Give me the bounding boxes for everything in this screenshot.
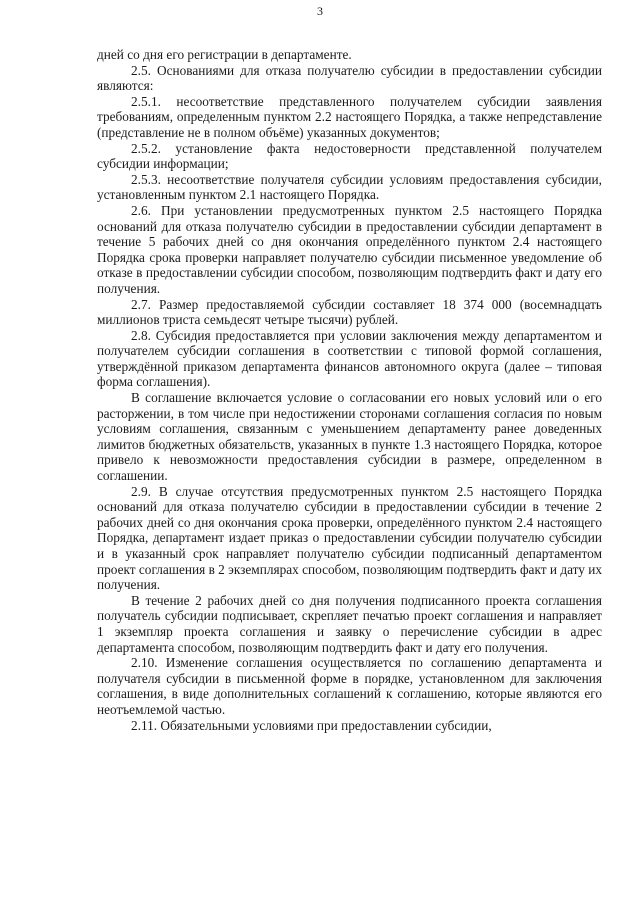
paragraph-2-5-2: 2.5.2. установление факта недостоверности представленной получателем субсидии информации;	[97, 140, 602, 172]
paragraph-2-5-3: 2.5.3. несоответствие получателя субсидии условиям предоставления субсидии, установленным пунктом 2.1 настоящего Порядка.	[97, 171, 602, 203]
paragraph-2-9: 2.9. В случае отсутствия предусмотренных пунктом 2.5 настоящего Порядка оснований для отказа получателю субсидии в предоставлении субсидии в течение 2 рабочих дней со дня окончания срока проверки, определённого пунктом 2.4 настоящего Порядка, департамент издает приказ о предоставлении субсидии получателю субсидии и в указанный срок направляет получателю субсидии подписанный департаментом проект соглашения в 2 экземплярах способом, позволяющим подтвердить факт и дату их получения.	[97, 483, 603, 593]
paragraph-2-8: 2.8. Субсидия предоставляется при условии заключения между департаментом и получателем субсидии соглашения в соответствии с типовой формой соглашения, утверждённой приказом департамента финансов автономного округа (далее – типовая форма соглашения).	[97, 327, 602, 390]
paragraph-2-8-agreement-terms: В соглашение включается условие о согласовании его новых условий или о его расторжении, в том числе при недостижении сторонами соглашения согласия по новым условиям соглашения, связанным с уменьшением департаменту ранее доведенных лимитов бюджетных обязательств, указанных в пункте 1.3 настоящего Порядка, которое привело к невозможности предоставления субсидии в размере, определенном в соглашении.	[97, 390, 602, 484]
page-number: 3	[317, 4, 323, 18]
paragraph-2-10: 2.10. Изменение соглашения осуществляется по соглашению департамента и получателя субсидии в письменной форме в порядке, установленном для заключения соглашения, в виде дополнительных соглашений к соглашению, которые являются его неотъемлемой частью.	[97, 655, 602, 717]
paragraph-2-11: 2.11. Обязательными условиями при предоставлении субсидии,	[131, 717, 492, 733]
paragraph-2-5-1: 2.5.1. несоответствие представленного получателем субсидии заявления требованиям, определенным пунктом 2.2 настоящего Порядка, а также непредставление (представление не в полном объёме) указанных документов;	[97, 93, 602, 140]
paragraph-2-9-signing: В течение 2 рабочих дней со дня получения подписанного проекта соглашения получатель субсидии подписывает, скрепляет печатью проект соглашения и направляет 1 экземпляр проекта соглашения и заявку о перечисление субсидии в адрес департамента способом, позволяющим подтвердить факт и дату его получения.	[97, 592, 602, 655]
document-body	[97, 47, 602, 733]
paragraph-2-5: 2.5. Основаниями для отказа получателю субсидии в предоставлении субсидии являются:	[97, 62, 602, 94]
paragraph-2-7: 2.7. Размер предоставляемой субсидии составляет 18 374 000 (восемнадцать миллионов триста семьдесят четыре тысячи) рублей.	[97, 296, 602, 328]
paragraph-2-6: 2.6. При установлении предусмотренных пунктом 2.5 настоящего Порядка оснований для отказа получателю субсидии в предоставлении субсидии департамент в течение 5 рабочих дней со дня окончания определённого пунктом 2.4 настоящего Порядка срока проверки направляет получателю субсидии письменное уведомление об отказе в предоставлении субсидии способом, позволяющим подтвердить факт и дату его получения.	[97, 202, 602, 296]
paragraph-continuation: дней со дня его регистрации в департаменте.	[97, 47, 352, 62]
